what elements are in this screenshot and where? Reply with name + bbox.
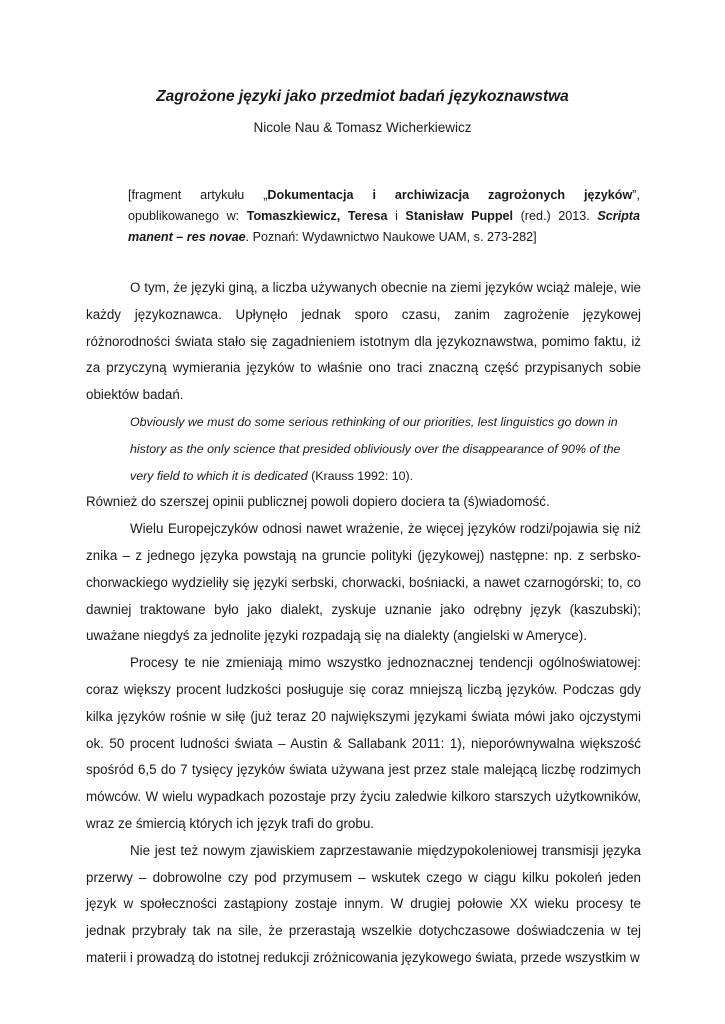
paragraph-3: Wielu Europejczyków odnosi nawet wrażenie, że więcej języków rodzi/pojawia się niż znika – z jednego języka powstają na gruncie polityki (językowej) następne: np. z serbsko-chorwackiego wydzieliły się języki serbski, chorwacki, bośniacki, a nawet czarnogórski; to, co dawniej traktowane było jako dialekt, zyskuje uznanie jako odrębny język (kaszubski); uważane niegdyś za jednolite języki rozpadają się na dialekty (angielski w Ameryce). — [86, 521, 641, 644]
document-authors: Nicole Nau & Tomasz Wicherkiewicz — [253, 120, 472, 135]
citation-book-title: Scripta manent – res novae — [128, 209, 641, 244]
citation-article-title: Dokumentacja i archiwizacja zagrożonych języków — [267, 188, 633, 202]
paragraph-4: Procesy te nie zmieniają mimo wszystko jednoznacznej tendencji ogólnoświatowej: coraz większy procent ludzkości posługuje się coraz mniejszą liczbą języków. Podczas gdy kilka języków rośnie w siłę (już teraz 20 największymi językami świata mówi jako ojczystymi ok. 50 procent ludności świata – Austin & Sallabank 2011: 1), nieporównywalna większość spośród 6,5 do 7 tysięcy języków świata używana jest przez stale malejącą liczbę rodzimych mówców. W wielu wypadkach pozostaje przy życiu zaledwie kilkoro starszych użytkowników, wraz ze śmiercią których ich język trafi do grobu. — [86, 655, 641, 831]
quote-source: (Krauss 1992: 10). — [307, 468, 414, 483]
citation-and: i — [387, 209, 406, 223]
citation-ed-year: (red.) 2013. — [513, 209, 598, 223]
paragraph-5: Nie jest też nowym zjawiskiem zaprzestawanie międzypokoleniowej transmisji języka przerwy – dobrowolne czy pod przymusem – wskutek czego w ciągu kilku pokoleń jeden język w społeczności zastąpiony zostaje innym. W drugiej połowie XX wieku procesy te jednak przybrały tak na sile, że przerastają wszelkie dotychczasowe doświadczenia w tej materii i prowadzą do istotnej redukcji zróżnicowania językowego świata, przede wszystkim w — [86, 842, 641, 965]
citation-note — [128, 185, 640, 248]
citation-open: [fragment artykułu „ — [128, 188, 268, 202]
paragraph-1: O tym, że języki giną, a liczba używanych obecnie na ziemi języków wciąż maleje, wie każdy językoznawca. Upłynęło jednak sporo czasu, zanim zagrożenie językowej różnorodności świata stało się zagadnieniem istotnym dla językoznawstwa, pomimo faktu, iż za przyczyną wymierania języków to właśnie ono traci znaczną część przypisanych sobie obiektów badań. — [86, 280, 641, 403]
paragraph-2: Również do szerszej opinii publicznej powoli dopiero dociera ta (ś)wiadomość. — [86, 494, 550, 510]
citation-editor-2: Stanisław Puppel — [405, 209, 514, 223]
citation-published: ”, opublikowanego w: — [128, 188, 640, 223]
citation-editor-1: Tomaszkiewicz, Teresa — [246, 209, 388, 223]
document-title: Zagrożone języki jako przedmiot badań językoznawstwa — [156, 88, 569, 105]
document-body — [86, 275, 641, 972]
citation-publisher: . Poznań: Wydawnictwo Naukowe UAM, s. 273-282] — [245, 230, 537, 244]
block-quote — [130, 409, 641, 489]
quote-text: Obviously we must do some serious rethinking of our priorities, lest linguistics go down in history as the only science that presided obliviously over the disappearance of 90% of the very field to which it is dedicated — [130, 414, 621, 483]
